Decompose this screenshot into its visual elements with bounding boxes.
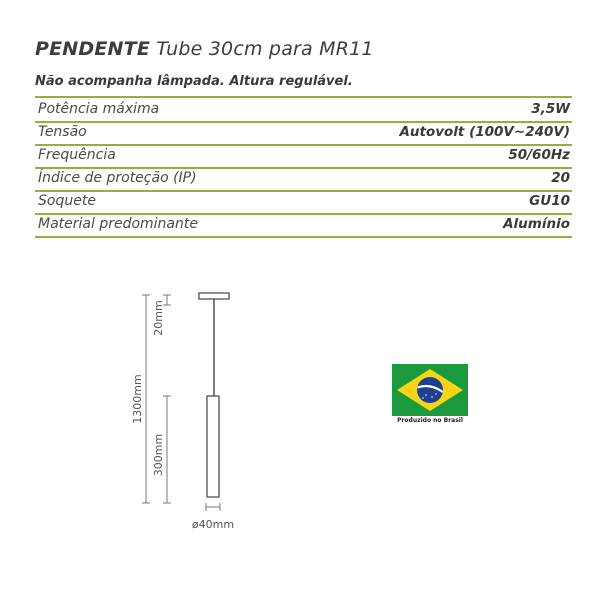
spec-value: 3,5W: [531, 101, 570, 117]
spec-value: Autovolt (100V~240V): [399, 124, 570, 140]
brazil-flag-icon: [392, 364, 468, 416]
product-name: Tube 30cm para MR11: [150, 38, 374, 60]
dim-label-top: 20mm: [152, 300, 165, 336]
spec-label: Tensão: [38, 124, 87, 140]
spec-label: Material predominante: [38, 216, 198, 232]
product-type: PENDENTE: [35, 38, 150, 60]
spec-label: Potência máxima: [38, 101, 160, 117]
spec-label: Soquete: [38, 193, 96, 209]
spec-value: 50/60Hz: [508, 147, 570, 163]
product-subtitle: Não acompanha lâmpada. Altura regulável.: [35, 74, 353, 89]
origin-caption: Produzido no Brasil: [397, 417, 463, 424]
dim-label-total: 1300mm: [131, 374, 144, 424]
spec-value: GU10: [529, 193, 570, 209]
spec-label: Frequência: [38, 147, 116, 163]
dim-label-tube: 300mm: [152, 433, 165, 477]
spec-label: Índice de proteção (IP): [38, 170, 197, 186]
tube-body: [207, 396, 219, 497]
spec-value: Alumínio: [503, 216, 570, 232]
spec-value: 20: [551, 170, 570, 186]
dim-label-diameter: ø40mm: [191, 518, 235, 531]
canopy: [199, 293, 229, 299]
brazil-origin-badge: [392, 364, 468, 424]
